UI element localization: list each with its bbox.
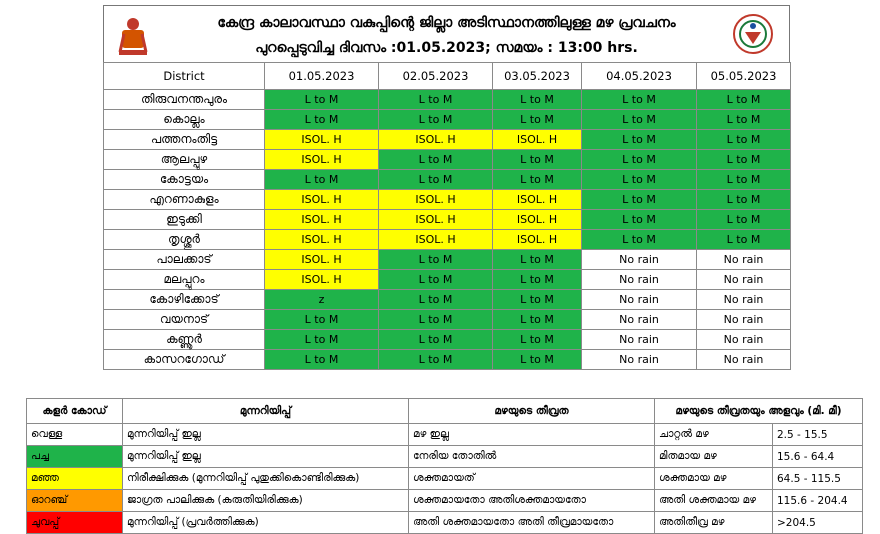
forecast-cell: L to M [697,170,791,190]
forecast-cell: L to M [493,310,582,330]
forecast-cell: L to M [493,270,582,290]
district-name: തൃശ്ശൂർ [104,230,265,250]
forecast-cell: ISOL. H [493,230,582,250]
legend-intensity: നേരിയ തോതിൽ [409,446,655,468]
forecast-cell: L to M [493,330,582,350]
legend-range: >204.5 [773,512,863,534]
forecast-cell: L to M [265,310,379,330]
legend-scale-name: ശക്തമായ മഴ [655,468,773,490]
forecast-cell: L to M [582,110,697,130]
legend-header-warning: മുന്നറിയിപ്പ് [123,399,409,424]
forecast-cell: L to M [493,150,582,170]
forecast-cell: L to M [379,150,493,170]
forecast-cell: L to M [379,90,493,110]
legend-range: 2.5 - 15.5 [773,424,863,446]
issued-datetime: പുറപ്പെടുവിച്ച ദിവസം :01.05.2023; സമയം : 13:00 hrs. [255,40,638,56]
district-name: കാസറഗോഡ് [104,350,265,370]
district-name: കൊല്ലം [104,110,265,130]
imd-logo-icon [731,10,775,58]
forecast-cell: L to M [582,150,697,170]
forecast-cell: No rain [697,270,791,290]
table-row [104,330,791,350]
legend-row [27,490,863,512]
district-name: കോട്ടയം [104,170,265,190]
forecast-cell: ISOL. H [379,210,493,230]
legend-header-scale: മഴയുടെ തീവ്രതയും അളവും (മി. മീ) [655,399,863,424]
forecast-cell: L to M [379,330,493,350]
forecast-header-row [104,63,791,90]
legend-row [27,468,863,490]
forecast-cell: ISOL. H [493,190,582,210]
forecast-cell: L to M [697,90,791,110]
district-name: കോഴിക്കോട് [104,290,265,310]
forecast-cell: ISOL. H [265,250,379,270]
legend-row [27,446,863,468]
forecast-cell: ISOL. H [265,210,379,230]
forecast-cell: ISOL. H [265,230,379,250]
forecast-cell: L to M [265,110,379,130]
forecast-cell: L to M [379,250,493,270]
district-name: കണ്ണൂർ [104,330,265,350]
district-forecast-table [103,62,791,370]
legend-color-name: വെള്ള [27,424,123,446]
forecast-cell: No rain [697,290,791,310]
forecast-cell: ISOL. H [379,190,493,210]
forecast-cell: L to M [265,170,379,190]
forecast-cell: L to M [697,210,791,230]
legend-color-name: പച്ച [27,446,123,468]
forecast-cell: L to M [582,170,697,190]
report-header [103,5,790,62]
forecast-cell: No rain [582,270,697,290]
forecast-cell: L to M [265,350,379,370]
district-name: പത്തനംതിട്ട [104,130,265,150]
legend-warning: ജാഗ്രത പാലിക്കുക (കരുതിയിരിക്കുക) [123,490,409,512]
table-row [104,350,791,370]
table-row [104,110,791,130]
forecast-cell: z [265,290,379,310]
legend-header-color: കളർ കോഡ് [27,399,123,424]
district-name: വയനാട് [104,310,265,330]
district-name: തിരുവനന്തപുരം [104,90,265,110]
forecast-cell: No rain [582,330,697,350]
forecast-cell: ISOL. H [265,270,379,290]
legend-color-name: ചുവപ്പ് [27,512,123,534]
legend-row [27,424,863,446]
forecast-cell: L to M [379,350,493,370]
legend-color-name: ഓറഞ്ച് [27,490,123,512]
table-row [104,150,791,170]
forecast-cell: L to M [697,230,791,250]
forecast-cell: ISOL. H [379,230,493,250]
district-name: മലപ്പുറം [104,270,265,290]
forecast-cell: No rain [582,350,697,370]
table-row [104,90,791,110]
legend-range: 15.6 - 64.4 [773,446,863,468]
legend-intensity: ശക്തമായത് [409,468,655,490]
forecast-cell: No rain [582,290,697,310]
legend-intensity: മഴ ഇല്ല [409,424,655,446]
column-header-date: 04.05.2023 [582,63,697,90]
forecast-cell: No rain [582,250,697,270]
forecast-cell: L to M [379,270,493,290]
table-row [104,270,791,290]
district-name: ആലപ്പുഴ [104,150,265,170]
legend-header-row [27,399,863,424]
column-header-date: 01.05.2023 [265,63,379,90]
forecast-cell: L to M [379,310,493,330]
table-row [104,230,791,250]
forecast-cell: ISOL. H [493,130,582,150]
district-name: പാലക്കാട് [104,250,265,270]
forecast-cell: ISOL. H [265,150,379,170]
legend-scale-name: അതിതീവ്ര മഴ [655,512,773,534]
forecast-cell: L to M [697,130,791,150]
forecast-cell: L to M [493,350,582,370]
column-header-date: 03.05.2023 [493,63,582,90]
forecast-cell: L to M [582,90,697,110]
column-header-date: 02.05.2023 [379,63,493,90]
forecast-body [104,90,791,370]
forecast-cell: ISOL. H [493,210,582,230]
legend-scale-name: മിതമായ മഴ [655,446,773,468]
legend-scale-name: ചാറ്റൽ മഴ [655,424,773,446]
forecast-cell: L to M [582,190,697,210]
forecast-cell: ISOL. H [265,130,379,150]
district-name: എറണാകുളം [104,190,265,210]
forecast-cell: L to M [582,230,697,250]
forecast-cell: L to M [582,210,697,230]
forecast-cell: No rain [697,250,791,270]
legend-header-intensity: മഴയുടെ തീവ്രത [409,399,655,424]
district-name: ഇടുക്കി [104,210,265,230]
forecast-cell: L to M [493,250,582,270]
forecast-cell: L to M [493,90,582,110]
forecast-cell: No rain [697,330,791,350]
forecast-cell: L to M [697,150,791,170]
forecast-cell: L to M [582,130,697,150]
legend-color-name: മഞ്ഞ [27,468,123,490]
forecast-cell: L to M [493,110,582,130]
table-row [104,290,791,310]
legend-intensity: അതി ശക്തമായതോ അതി തീവ്രമായതോ [409,512,655,534]
legend-row [27,512,863,534]
legend-warning: മുന്നറിയിപ്പ് ഇല്ല [123,446,409,468]
forecast-cell: L to M [379,170,493,190]
forecast-cell: L to M [493,170,582,190]
forecast-cell: L to M [379,290,493,310]
table-row [104,170,791,190]
table-row [104,210,791,230]
table-row [104,310,791,330]
forecast-cell: L to M [493,290,582,310]
forecast-cell: L to M [379,110,493,130]
table-row [104,190,791,210]
legend-body [27,424,863,534]
legend-scale-name: അതി ശക്തമായ മഴ [655,490,773,512]
forecast-cell: No rain [582,310,697,330]
legend-warning: നിരീക്ഷിക്കുക (മുന്നറിയിപ്പ് പുതുക്കികൊണ്ടിരിക്കുക) [123,468,409,490]
color-code-legend-table [26,398,863,534]
report-title: കേന്ദ്ര കാലാവസ്ഥാ വകുപ്പിന്റെ ജില്ലാ അടിസ്ഥാനത്തിലുള്ള മഴ പ്രവചനം [217,15,676,31]
table-row [104,250,791,270]
forecast-cell: ISOL. H [379,130,493,150]
column-header-date: 05.05.2023 [697,63,791,90]
forecast-cell: L to M [265,90,379,110]
forecast-cell: No rain [697,350,791,370]
forecast-cell: ISOL. H [265,190,379,210]
legend-warning: മുന്നറിയിപ്പ് (പ്രവർത്തിക്കുക) [123,512,409,534]
forecast-cell: L to M [697,110,791,130]
legend-warning: മുന്നറിയിപ്പ് ഇല്ല [123,424,409,446]
forecast-cell: No rain [697,310,791,330]
legend-range: 64.5 - 115.5 [773,468,863,490]
forecast-cell: L to M [265,330,379,350]
legend-intensity: ശക്തമായതോ അതിശക്തമായതോ [409,490,655,512]
table-row [104,130,791,150]
forecast-cell: L to M [697,190,791,210]
column-header-district: District [104,63,265,90]
legend-range: 115.6 - 204.4 [773,490,863,512]
